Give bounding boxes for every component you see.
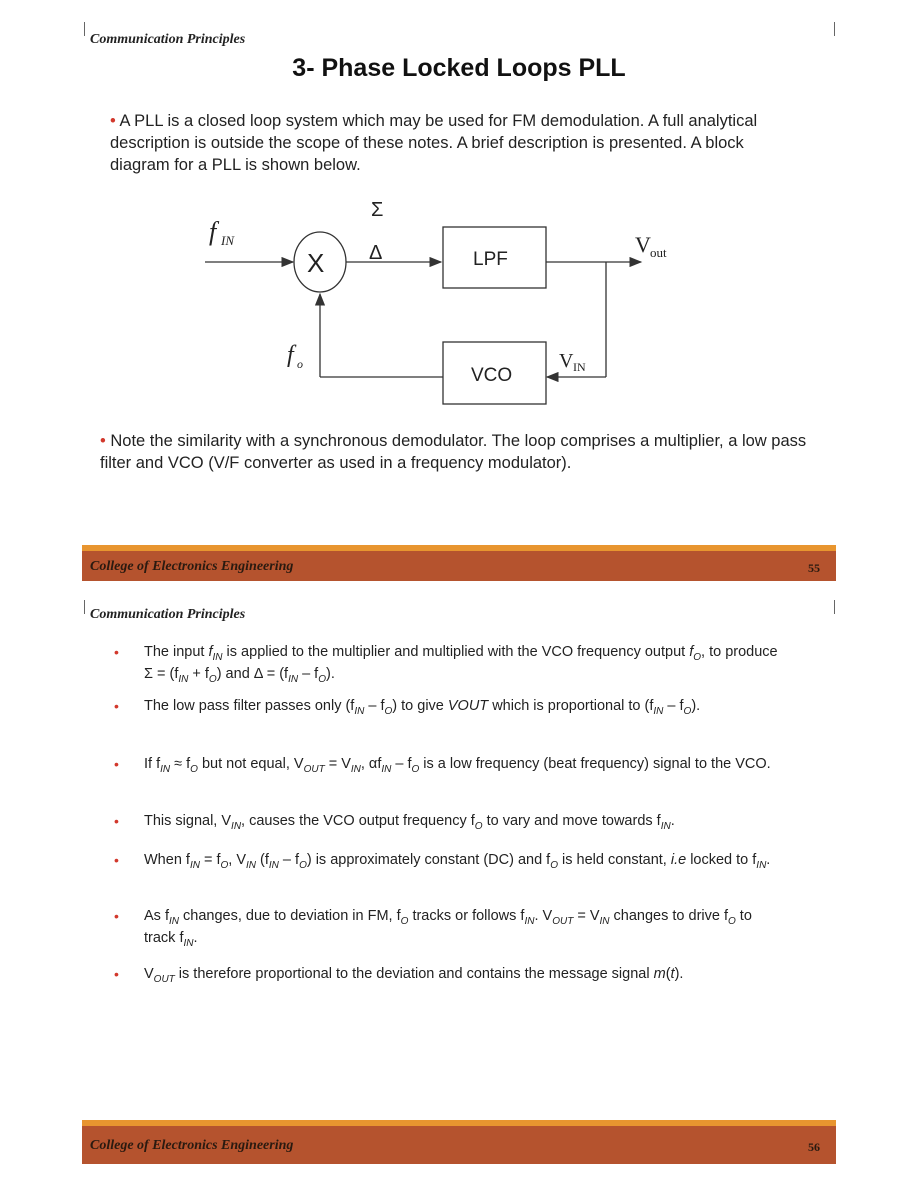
bullet-icon: • bbox=[114, 966, 119, 982]
bullet-icon: • bbox=[114, 908, 119, 924]
bullet-icon: • bbox=[114, 644, 119, 660]
page1-header: Communication Principles bbox=[90, 32, 246, 47]
fo-label: f bbox=[287, 342, 294, 368]
page2-bullet-2-text: The low pass filter passes only $(f_{IN} - f_O)$ to give VOUT which is proportional to $(f_{IN} - f_O)$. bbox=[144, 698, 701, 717]
corner-mark-left-p2 bbox=[84, 600, 85, 614]
page1-footer bbox=[82, 545, 836, 581]
bullet-icon: • bbox=[114, 813, 119, 829]
bullet-icon: • bbox=[100, 432, 106, 450]
bullet-icon: • bbox=[114, 852, 119, 868]
page2-bullet-3-text: If $f_{IN} \approx f_O$ but not equal, $V_{OUT} = V_{IN}$, $\alpha f_{IN} - f_O$ is a low frequency (beat frequency) signal to the VCO. bbox=[144, 756, 771, 775]
bullet-icon: • bbox=[114, 756, 119, 772]
delta-label: Δ bbox=[369, 242, 383, 264]
page2-bullet-4-text: This signal, $V_{IN}$, causes the VCO output frequency $f_O$ to vary and move towards $f_{IN}$. bbox=[144, 813, 675, 832]
page2-bullet-5-text: When $f_{IN} = f_O$, $V_{IN}$ $(f_{IN} - f_O)$ is approximately constant (DC) and $f_O$ is held constant, i.e locked to $f_{IN}$. bbox=[144, 852, 771, 871]
lpf-label: LPF bbox=[473, 249, 508, 270]
page1-footer-label: College of Electronics Engineering bbox=[90, 559, 294, 574]
corner-mark-right bbox=[834, 22, 835, 36]
corner-mark-right-p2 bbox=[834, 600, 835, 614]
bullet-icon: • bbox=[114, 698, 119, 714]
page1-note-bullet bbox=[100, 430, 830, 474]
page2-page-number: 56 bbox=[808, 1140, 820, 1154]
vin-subscript: IN bbox=[573, 360, 586, 374]
pll-block-diagram bbox=[195, 190, 715, 415]
fo-subscript: o bbox=[297, 357, 303, 371]
page1-intro-text: A PLL is a closed loop system which may be used for FM demodulation. A full analytical description is outside the scope of these notes. A brief description is presented. A block diagram for a PLL is shown below. bbox=[110, 112, 758, 174]
page2-footer-label: College of Electronics Engineering bbox=[90, 1138, 294, 1153]
page2-bullet-1-text: The input $f_{IN}$ is applied to the multiplier and multiplied with the VCO frequency output $f_O$, to produce $\Sigma = (f_{IN} + f_O)$ and $\Delta = (f_{IN} - f_O)$. bbox=[144, 644, 778, 685]
vco-label: VCO bbox=[471, 365, 513, 386]
page2-bullet-6-text: As $f_{IN}$ changes, due to deviation in FM, $f_O$ tracks or follows $f_{IN}$. $V_{OUT} = V_{IN}$ changes to drive $f_O$ to track $f_{IN}$. bbox=[144, 908, 752, 949]
page1-title: 3- Phase Locked Loops PLL bbox=[292, 54, 626, 82]
multiplier-symbol: X bbox=[307, 248, 325, 278]
page2-bullet-7-text: $V_{OUT}$ is therefore proportional to the deviation and contains the message signal m(t). bbox=[144, 966, 684, 985]
page1-note-text: Note the similarity with a synchronous demodulator. The loop comprises a multiplier, a low pass filter and VCO (V/F converter as used in a frequency modulator). bbox=[100, 432, 807, 472]
vout-subscript: out bbox=[650, 245, 667, 260]
page1-page-number: 55 bbox=[808, 561, 820, 575]
input-f-label: f bbox=[209, 217, 217, 246]
sigma-label: Σ bbox=[371, 199, 384, 221]
page2-footer bbox=[82, 1120, 836, 1164]
vout-label: V bbox=[635, 232, 651, 257]
input-f-subscript: IN bbox=[221, 233, 234, 248]
page1-intro-bullet bbox=[110, 110, 790, 176]
bullet-icon: • bbox=[110, 112, 116, 130]
corner-mark-left bbox=[84, 22, 85, 36]
page2-header: Communication Principles bbox=[90, 607, 246, 622]
vin-label: V bbox=[559, 350, 574, 372]
